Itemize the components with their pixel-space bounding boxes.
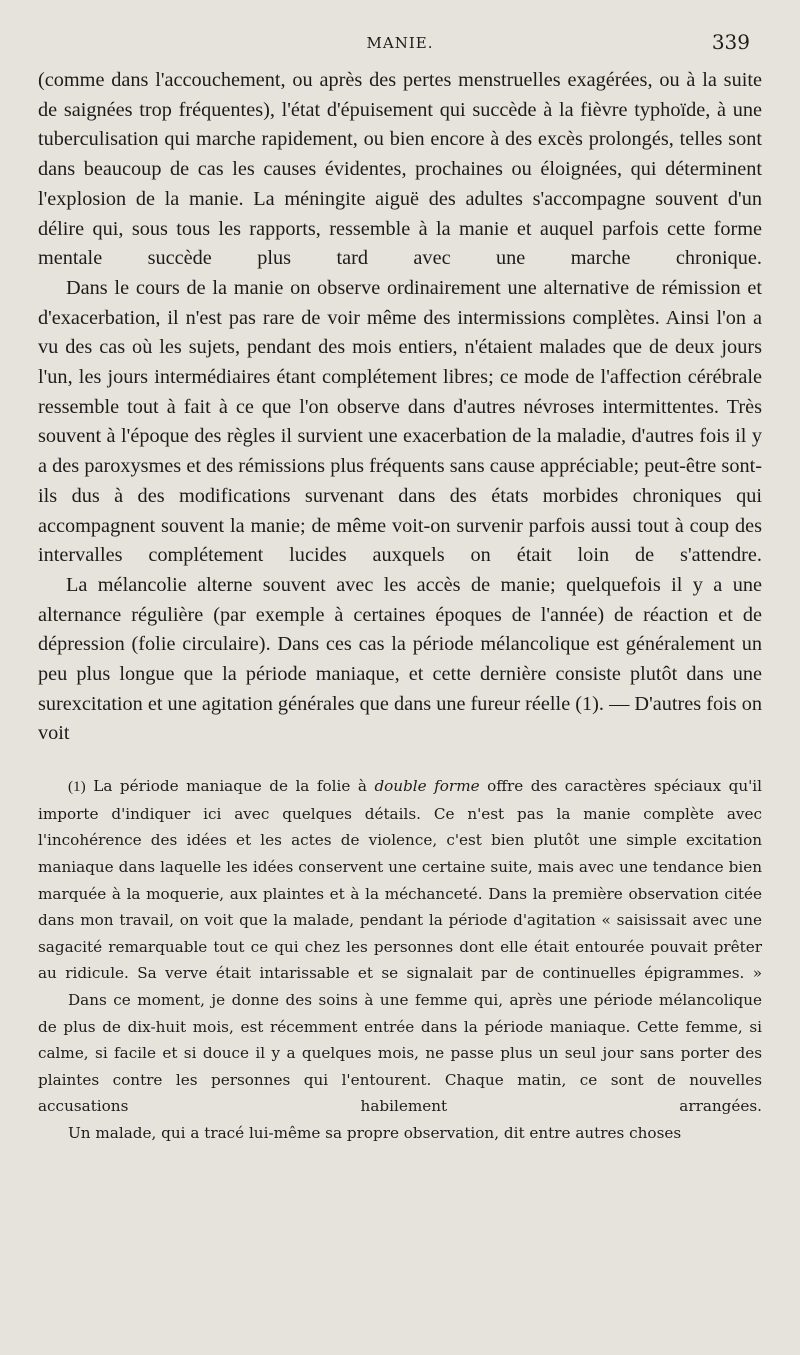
footnote-text: La période maniaque de la folie à [93, 777, 375, 796]
footnote-emphasis: double forme [374, 777, 480, 796]
footnote-text: offre des caractères spéciaux qu'il importe d'indiquer ici avec quelques détails. Ce n'est pas la manie complète avec l'incohérence des idées et les actes de violence, c'est bien plutôt une simple excitation maniaque dans laquelle les idées conservent une certaine suite, mais avec une tendance bien marquée à la moquerie, aux plaintes et à la méchanceté. Dans la première observation citée dans mon travail, on voit que la malade, pendant la période d'agitation « saisissait avec une sagacité remarquable tout ce qui chez les personnes dont elle était entourée pouvait prêter au ridicule. Sa verve était intarissable et se signalait par de continuelles épigrammes. » [38, 777, 762, 983]
footnote-marker: (1) [68, 778, 86, 796]
running-head: MANIE. [366, 34, 434, 52]
footnote-paragraph: Dans ce moment, je donne des soins à une femme qui, après une période mélancolique de plus de dix-huit mois, est récemment entrée dans la période maniaque. Cette femme, si calme, si facile et si douce il y a quelques mois, ne passe plus un seul jour sans porter des plaintes contre les personnes qui l'entourent. Chaque matin, ce sont de nouvelles accusations habilement arrangées. [38, 990, 762, 1116]
page-header [38, 30, 762, 60]
paragraph: La mélancolie alterne souvent avec les accès de manie; quelquefois il y a une alternance régulière (par exemple à certaines époques de l'année) de réaction et de dépression (folie circulaire). Dans ces cas la période mélancolique est généralement un peu plus longue que la période maniaque, et cette dernière consiste plutôt dans une surexcitation et une agitation générales que dans une fureur réelle (1). — D'autres fois on voit [38, 573, 762, 745]
footnote-paragraph [38, 773, 762, 987]
paragraph: (comme dans l'accouchement, ou après des pertes menstruelles exagérées, ou à la suite de saignées trop fréquentes), l'état d'épuisement qui succède à la fièvre typhoïde, à une tuberculisation qui marche rapidement, ou bien encore à des excès prolongés, telles sont dans beaucoup de cas les causes évidentes, prochaines ou éloignées, qui déterminent l'explosion de la manie. La méningite aiguë des adultes s'accompagne souvent d'un délire qui, sous tous les rapports, ressemble à la manie et auquel parfois cette forme mentale succède plus tard avec une marche chronique. [38, 69, 762, 270]
main-text [38, 66, 762, 749]
page-number: 339 [711, 30, 750, 54]
paragraph: Dans le cours de la manie on observe ordinairement une alternative de rémission et d'exacerbation, il n'est pas rare de voir même des intermissions complètes. Ainsi l'on a vu des cas où les sujets, pendant des mois entiers, n'étaient malades que de deux jours l'un, les jours intermédiaires étant complétement libres; ce mode de l'affection cérébrale ressemble tout à fait à ce que l'on observe dans d'autres névroses intermittentes. Très souvent à l'époque des règles il survient une exacerbation de la maladie, d'autres fois il y a des paroxysmes et des rémissions plus fréquents sans cause appréciable; peut-être sont-ils dus à des modifications survenant dans des états morbides chroniques qui accompagnent souvent la manie; de même voit-on survenir parfois aussi tout à coup des intervalles complétement lucides auxquels on était loin de s'attendre. [38, 276, 762, 567]
footnotes [38, 773, 762, 1146]
footnote-paragraph: Un malade, qui a tracé lui-même sa propre observation, dit entre autres choses [68, 1123, 682, 1142]
